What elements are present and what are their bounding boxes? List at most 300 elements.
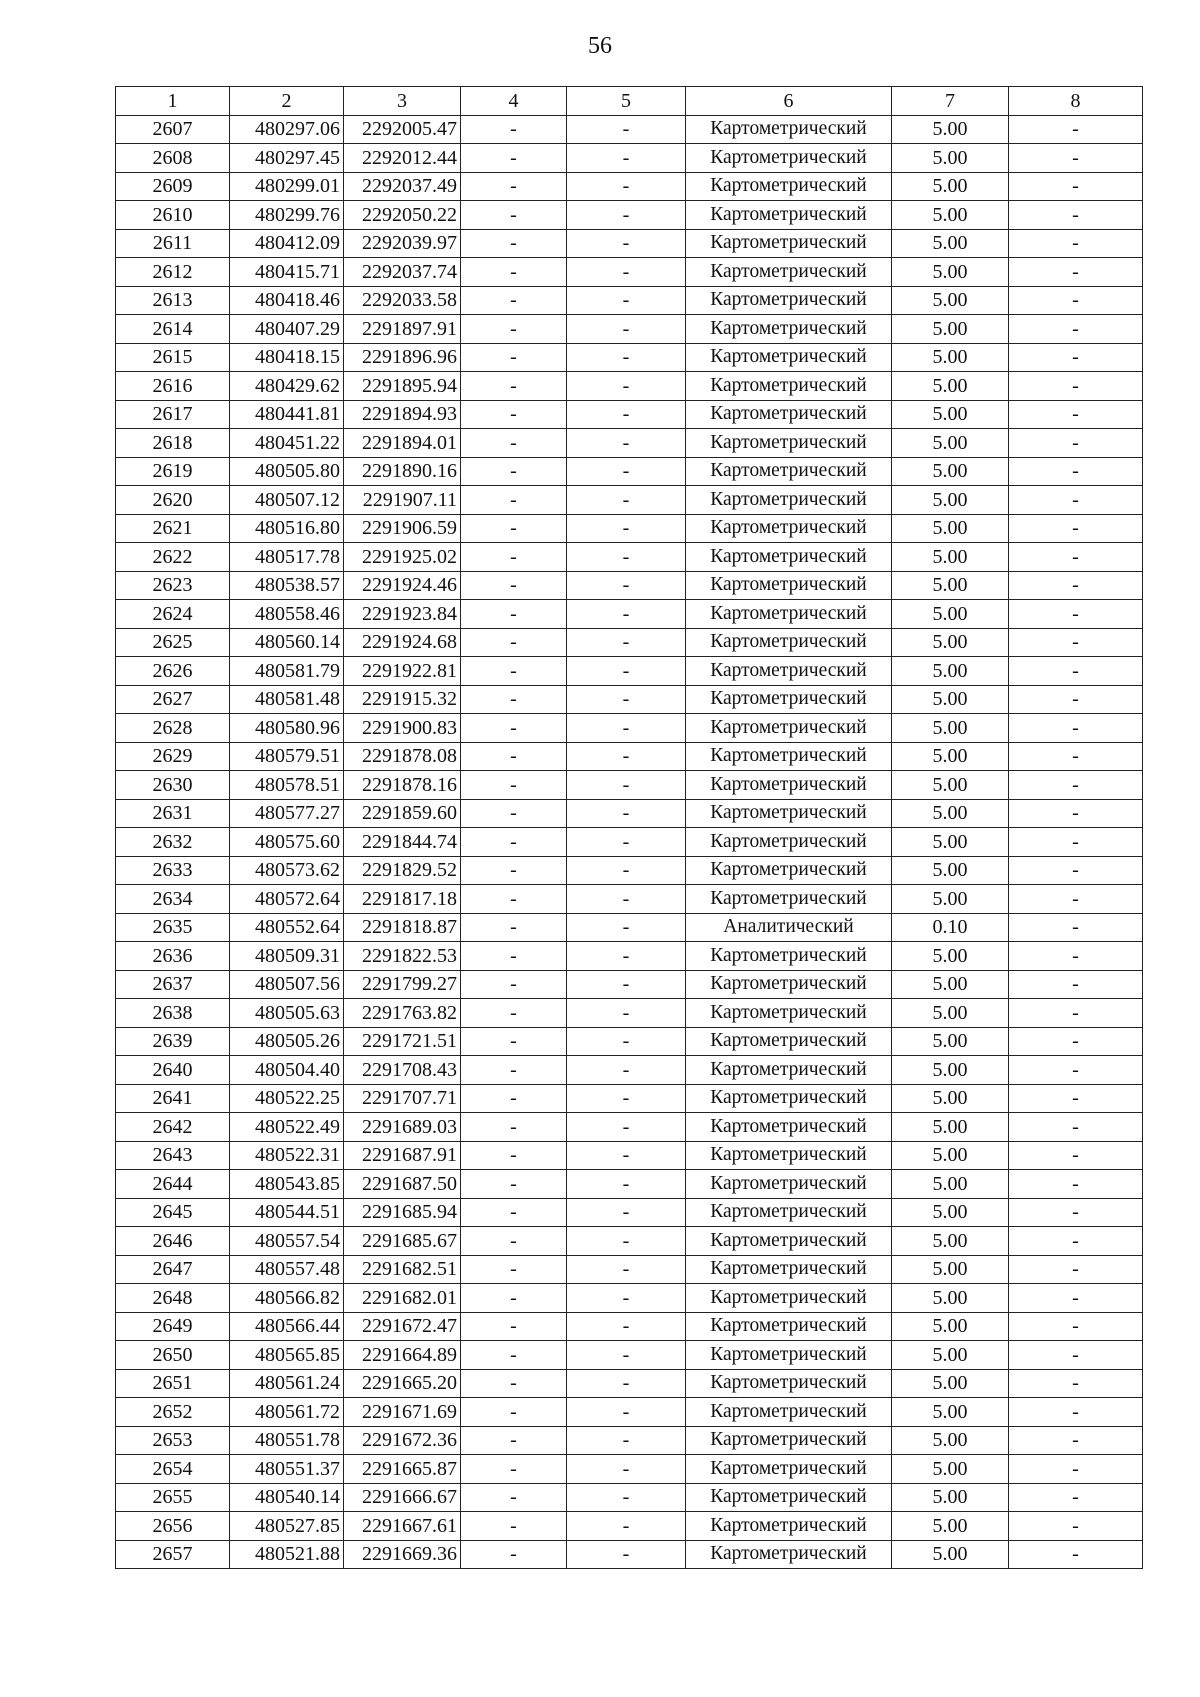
coord-x-cell: 480540.14 [230, 1483, 344, 1512]
col8-cell: - [1009, 856, 1143, 885]
point-number-cell: 2654 [116, 1455, 230, 1484]
col4-cell: - [461, 600, 567, 629]
col8-cell: - [1009, 1312, 1143, 1341]
col8-cell: - [1009, 172, 1143, 201]
point-number-cell: 2640 [116, 1056, 230, 1085]
coord-y-cell: 2292039.97 [344, 229, 461, 258]
coord-y-cell: 2291922.81 [344, 657, 461, 686]
col5-cell: - [567, 970, 686, 999]
coord-y-cell: 2291799.27 [344, 970, 461, 999]
table-row [116, 144, 1143, 173]
col5-cell: - [567, 1540, 686, 1569]
col5-cell: - [567, 600, 686, 629]
col4-cell: - [461, 970, 567, 999]
point-number-cell: 2644 [116, 1170, 230, 1199]
method-cell: Картометрический [686, 771, 892, 800]
col5-cell: - [567, 885, 686, 914]
coord-y-cell: 2291708.43 [344, 1056, 461, 1085]
table-row [116, 828, 1143, 857]
table-row [116, 657, 1143, 686]
col4-cell: - [461, 1398, 567, 1427]
col4-cell: - [461, 229, 567, 258]
col8-cell: - [1009, 1170, 1143, 1199]
method-cell: Картометрический [686, 315, 892, 344]
point-number-cell: 2655 [116, 1483, 230, 1512]
coord-y-cell: 2292050.22 [344, 201, 461, 230]
method-cell: Картометрический [686, 1027, 892, 1056]
table-row [116, 286, 1143, 315]
point-number-cell: 2622 [116, 543, 230, 572]
accuracy-cell: 5.00 [892, 1113, 1009, 1142]
coord-y-cell: 2291907.11 [344, 486, 461, 515]
col8-cell: - [1009, 1512, 1143, 1541]
coord-y-cell: 2291682.51 [344, 1255, 461, 1284]
accuracy-cell: 5.00 [892, 514, 1009, 543]
column-header: 7 [892, 87, 1009, 116]
method-cell: Картометрический [686, 486, 892, 515]
col4-cell: - [461, 1512, 567, 1541]
column-header: 3 [344, 87, 461, 116]
method-cell: Картометрический [686, 258, 892, 287]
col8-cell: - [1009, 372, 1143, 401]
col5-cell: - [567, 1255, 686, 1284]
col5-cell: - [567, 999, 686, 1028]
coord-y-cell: 2292037.49 [344, 172, 461, 201]
accuracy-cell: 5.00 [892, 1512, 1009, 1541]
table-row [116, 172, 1143, 201]
col5-cell: - [567, 685, 686, 714]
coord-x-cell: 480441.81 [230, 400, 344, 429]
table-row [116, 628, 1143, 657]
coord-x-cell: 480516.80 [230, 514, 344, 543]
method-cell: Картометрический [686, 286, 892, 315]
method-cell: Картометрический [686, 1141, 892, 1170]
col4-cell: - [461, 999, 567, 1028]
point-number-cell: 2623 [116, 571, 230, 600]
col4-cell: - [461, 571, 567, 600]
coord-x-cell: 480505.80 [230, 457, 344, 486]
coord-y-cell: 2292033.58 [344, 286, 461, 315]
accuracy-cell: 5.00 [892, 1084, 1009, 1113]
table-row [116, 714, 1143, 743]
method-cell: Картометрический [686, 685, 892, 714]
coord-y-cell: 2291669.36 [344, 1540, 461, 1569]
col5-cell: - [567, 315, 686, 344]
col5-cell: - [567, 1369, 686, 1398]
point-number-cell: 2617 [116, 400, 230, 429]
method-cell: Картометрический [686, 1056, 892, 1085]
point-number-cell: 2636 [116, 942, 230, 971]
accuracy-cell: 5.00 [892, 1540, 1009, 1569]
accuracy-cell: 5.00 [892, 1227, 1009, 1256]
method-cell: Картометрический [686, 1113, 892, 1142]
accuracy-cell: 5.00 [892, 372, 1009, 401]
col4-cell: - [461, 1312, 567, 1341]
coord-y-cell: 2291829.52 [344, 856, 461, 885]
method-cell: Картометрический [686, 429, 892, 458]
col4-cell: - [461, 1483, 567, 1512]
col5-cell: - [567, 1426, 686, 1455]
point-number-cell: 2613 [116, 286, 230, 315]
col5-cell: - [567, 286, 686, 315]
table-row [116, 1512, 1143, 1541]
table-row [116, 1426, 1143, 1455]
accuracy-cell: 5.00 [892, 1255, 1009, 1284]
col5-cell: - [567, 1084, 686, 1113]
col5-cell: - [567, 486, 686, 515]
coord-y-cell: 2291924.46 [344, 571, 461, 600]
col5-cell: - [567, 771, 686, 800]
table-row [116, 856, 1143, 885]
point-number-cell: 2621 [116, 514, 230, 543]
method-cell: Картометрический [686, 229, 892, 258]
coord-y-cell: 2292037.74 [344, 258, 461, 287]
accuracy-cell: 5.00 [892, 429, 1009, 458]
col5-cell: - [567, 1113, 686, 1142]
accuracy-cell: 5.00 [892, 1341, 1009, 1370]
col4-cell: - [461, 258, 567, 287]
col5-cell: - [567, 343, 686, 372]
coord-y-cell: 2291890.16 [344, 457, 461, 486]
col8-cell: - [1009, 1084, 1143, 1113]
table-row [116, 1141, 1143, 1170]
coord-y-cell: 2291817.18 [344, 885, 461, 914]
col4-cell: - [461, 1455, 567, 1484]
coord-y-cell: 2292005.47 [344, 115, 461, 144]
point-number-cell: 2607 [116, 115, 230, 144]
accuracy-cell: 5.00 [892, 258, 1009, 287]
col4-cell: - [461, 1341, 567, 1370]
coord-x-cell: 480580.96 [230, 714, 344, 743]
coord-y-cell: 2291672.47 [344, 1312, 461, 1341]
coord-x-cell: 480557.48 [230, 1255, 344, 1284]
col8-cell: - [1009, 457, 1143, 486]
coord-y-cell: 2291822.53 [344, 942, 461, 971]
col8-cell: - [1009, 429, 1143, 458]
accuracy-cell: 5.00 [892, 115, 1009, 144]
col5-cell: - [567, 229, 686, 258]
coord-x-cell: 480505.63 [230, 999, 344, 1028]
point-number-cell: 2650 [116, 1341, 230, 1370]
accuracy-cell: 5.00 [892, 1312, 1009, 1341]
method-cell: Картометрический [686, 600, 892, 629]
method-cell: Картометрический [686, 1369, 892, 1398]
coord-y-cell: 2291689.03 [344, 1113, 461, 1142]
coord-y-cell: 2291915.32 [344, 685, 461, 714]
col4-cell: - [461, 1170, 567, 1199]
accuracy-cell: 5.00 [892, 1483, 1009, 1512]
table-row [116, 600, 1143, 629]
method-cell: Картометрический [686, 457, 892, 486]
col5-cell: - [567, 543, 686, 572]
col5-cell: - [567, 942, 686, 971]
coord-x-cell: 480527.85 [230, 1512, 344, 1541]
col5-cell: - [567, 400, 686, 429]
accuracy-cell: 5.00 [892, 172, 1009, 201]
method-cell: Картометрический [686, 1284, 892, 1313]
col5-cell: - [567, 657, 686, 686]
method-cell: Картометрический [686, 201, 892, 230]
coord-y-cell: 2291687.91 [344, 1141, 461, 1170]
coord-y-cell: 2291878.16 [344, 771, 461, 800]
coord-y-cell: 2291763.82 [344, 999, 461, 1028]
coord-y-cell: 2291721.51 [344, 1027, 461, 1056]
col4-cell: - [461, 657, 567, 686]
accuracy-cell: 5.00 [892, 828, 1009, 857]
point-number-cell: 2651 [116, 1369, 230, 1398]
coord-y-cell: 2291924.68 [344, 628, 461, 657]
col8-cell: - [1009, 201, 1143, 230]
col5-cell: - [567, 1141, 686, 1170]
col4-cell: - [461, 1141, 567, 1170]
coord-y-cell: 2291859.60 [344, 799, 461, 828]
table-row [116, 514, 1143, 543]
col4-cell: - [461, 201, 567, 230]
method-cell: Картометрический [686, 799, 892, 828]
method-cell: Картометрический [686, 942, 892, 971]
col5-cell: - [567, 1455, 686, 1484]
col4-cell: - [461, 1227, 567, 1256]
col5-cell: - [567, 628, 686, 657]
table-row [116, 372, 1143, 401]
point-number-cell: 2647 [116, 1255, 230, 1284]
col4-cell: - [461, 1540, 567, 1569]
point-number-cell: 2614 [116, 315, 230, 344]
col4-cell: - [461, 742, 567, 771]
accuracy-cell: 5.00 [892, 999, 1009, 1028]
col5-cell: - [567, 1284, 686, 1313]
coord-x-cell: 480566.44 [230, 1312, 344, 1341]
col4-cell: - [461, 286, 567, 315]
table-row [116, 258, 1143, 287]
col4-cell: - [461, 400, 567, 429]
method-cell: Картометрический [686, 1198, 892, 1227]
accuracy-cell: 0.10 [892, 913, 1009, 942]
col5-cell: - [567, 115, 686, 144]
table-row [116, 1540, 1143, 1569]
method-cell: Картометрический [686, 1084, 892, 1113]
accuracy-cell: 5.00 [892, 856, 1009, 885]
point-number-cell: 2610 [116, 201, 230, 230]
table-row [116, 543, 1143, 572]
table-row [116, 486, 1143, 515]
coord-y-cell: 2291906.59 [344, 514, 461, 543]
table-row [116, 970, 1143, 999]
table-row [116, 457, 1143, 486]
col5-cell: - [567, 828, 686, 857]
col5-cell: - [567, 1341, 686, 1370]
coord-x-cell: 480299.01 [230, 172, 344, 201]
method-cell: Картометрический [686, 1398, 892, 1427]
coord-y-cell: 2291707.71 [344, 1084, 461, 1113]
col4-cell: - [461, 856, 567, 885]
col8-cell: - [1009, 258, 1143, 287]
col4-cell: - [461, 1113, 567, 1142]
accuracy-cell: 5.00 [892, 571, 1009, 600]
method-cell: Картометрический [686, 1312, 892, 1341]
col8-cell: - [1009, 885, 1143, 914]
point-number-cell: 2627 [116, 685, 230, 714]
accuracy-cell: 5.00 [892, 144, 1009, 173]
col5-cell: - [567, 1312, 686, 1341]
accuracy-cell: 5.00 [892, 1056, 1009, 1085]
coord-y-cell: 2291672.36 [344, 1426, 461, 1455]
accuracy-cell: 5.00 [892, 1426, 1009, 1455]
col5-cell: - [567, 1170, 686, 1199]
accuracy-cell: 5.00 [892, 771, 1009, 800]
col8-cell: - [1009, 1056, 1143, 1085]
point-number-cell: 2638 [116, 999, 230, 1028]
table-row [116, 885, 1143, 914]
method-cell: Картометрический [686, 970, 892, 999]
col5-cell: - [567, 1056, 686, 1085]
coord-x-cell: 480579.51 [230, 742, 344, 771]
coord-x-cell: 480429.62 [230, 372, 344, 401]
col4-cell: - [461, 628, 567, 657]
coord-x-cell: 480566.82 [230, 1284, 344, 1313]
accuracy-cell: 5.00 [892, 714, 1009, 743]
point-number-cell: 2625 [116, 628, 230, 657]
coord-x-cell: 480560.14 [230, 628, 344, 657]
method-cell: Картометрический [686, 885, 892, 914]
col4-cell: - [461, 1198, 567, 1227]
table-row [116, 1084, 1143, 1113]
col8-cell: - [1009, 1198, 1143, 1227]
table-row [116, 315, 1143, 344]
table-row [116, 1255, 1143, 1284]
col5-cell: - [567, 1198, 686, 1227]
table-row [116, 429, 1143, 458]
table-row [116, 115, 1143, 144]
table-body [116, 87, 1143, 1569]
method-cell: Картометрический [686, 1341, 892, 1370]
table-row [116, 1341, 1143, 1370]
method-cell: Картометрический [686, 372, 892, 401]
col8-cell: - [1009, 1227, 1143, 1256]
col5-cell: - [567, 1227, 686, 1256]
col8-cell: - [1009, 229, 1143, 258]
col8-cell: - [1009, 828, 1143, 857]
method-cell: Картометрический [686, 1170, 892, 1199]
table-row [116, 229, 1143, 258]
accuracy-cell: 5.00 [892, 1284, 1009, 1313]
coord-y-cell: 2292012.44 [344, 144, 461, 173]
coord-x-cell: 480451.22 [230, 429, 344, 458]
col4-cell: - [461, 457, 567, 486]
coord-y-cell: 2291923.84 [344, 600, 461, 629]
coord-x-cell: 480552.64 [230, 913, 344, 942]
col8-cell: - [1009, 1255, 1143, 1284]
point-number-cell: 2645 [116, 1198, 230, 1227]
coord-x-cell: 480581.48 [230, 685, 344, 714]
col4-cell: - [461, 543, 567, 572]
col8-cell: - [1009, 913, 1143, 942]
col4-cell: - [461, 913, 567, 942]
coord-y-cell: 2291682.01 [344, 1284, 461, 1313]
point-number-cell: 2618 [116, 429, 230, 458]
coord-y-cell: 2291667.61 [344, 1512, 461, 1541]
point-number-cell: 2630 [116, 771, 230, 800]
accuracy-cell: 5.00 [892, 1198, 1009, 1227]
point-number-cell: 2631 [116, 799, 230, 828]
coord-x-cell: 480507.12 [230, 486, 344, 515]
coord-x-cell: 480418.15 [230, 343, 344, 372]
coord-x-cell: 480297.45 [230, 144, 344, 173]
col5-cell: - [567, 1027, 686, 1056]
point-number-cell: 2632 [116, 828, 230, 857]
method-cell: Картометрический [686, 144, 892, 173]
table-row [116, 1227, 1143, 1256]
coord-x-cell: 480572.64 [230, 885, 344, 914]
coord-x-cell: 480557.54 [230, 1227, 344, 1256]
table-row [116, 1455, 1143, 1484]
coord-y-cell: 2291665.20 [344, 1369, 461, 1398]
table-row [116, 913, 1143, 942]
col8-cell: - [1009, 315, 1143, 344]
point-number-cell: 2635 [116, 913, 230, 942]
coord-y-cell: 2291900.83 [344, 714, 461, 743]
point-number-cell: 2649 [116, 1312, 230, 1341]
coord-y-cell: 2291895.94 [344, 372, 461, 401]
col8-cell: - [1009, 1455, 1143, 1484]
col8-cell: - [1009, 144, 1143, 173]
method-cell: Аналитический [686, 913, 892, 942]
point-number-cell: 2624 [116, 600, 230, 629]
point-number-cell: 2639 [116, 1027, 230, 1056]
accuracy-cell: 5.00 [892, 885, 1009, 914]
col8-cell: - [1009, 400, 1143, 429]
coord-x-cell: 480581.79 [230, 657, 344, 686]
point-number-cell: 2648 [116, 1284, 230, 1313]
column-header: 6 [686, 87, 892, 116]
col8-cell: - [1009, 1369, 1143, 1398]
method-cell: Картометрический [686, 1455, 892, 1484]
col8-cell: - [1009, 115, 1143, 144]
col8-cell: - [1009, 1426, 1143, 1455]
coord-x-cell: 480418.46 [230, 286, 344, 315]
accuracy-cell: 5.00 [892, 286, 1009, 315]
col4-cell: - [461, 1255, 567, 1284]
accuracy-cell: 5.00 [892, 970, 1009, 999]
coord-x-cell: 480577.27 [230, 799, 344, 828]
coord-y-cell: 2291925.02 [344, 543, 461, 572]
coord-y-cell: 2291665.87 [344, 1455, 461, 1484]
coord-x-cell: 480299.76 [230, 201, 344, 230]
table-row [116, 1198, 1143, 1227]
coord-y-cell: 2291894.93 [344, 400, 461, 429]
col5-cell: - [567, 514, 686, 543]
col8-cell: - [1009, 1113, 1143, 1142]
accuracy-cell: 5.00 [892, 201, 1009, 230]
coord-y-cell: 2291896.96 [344, 343, 461, 372]
accuracy-cell: 5.00 [892, 229, 1009, 258]
col5-cell: - [567, 457, 686, 486]
col8-cell: - [1009, 628, 1143, 657]
page-number: 56 [588, 33, 612, 59]
col4-cell: - [461, 942, 567, 971]
method-cell: Картометрический [686, 999, 892, 1028]
accuracy-cell: 5.00 [892, 1369, 1009, 1398]
coord-y-cell: 2291818.87 [344, 913, 461, 942]
col5-cell: - [567, 742, 686, 771]
col4-cell: - [461, 115, 567, 144]
col5-cell: - [567, 429, 686, 458]
table-row [116, 1483, 1143, 1512]
coord-y-cell: 2291664.89 [344, 1341, 461, 1370]
col5-cell: - [567, 856, 686, 885]
col5-cell: - [567, 913, 686, 942]
point-number-cell: 2608 [116, 144, 230, 173]
